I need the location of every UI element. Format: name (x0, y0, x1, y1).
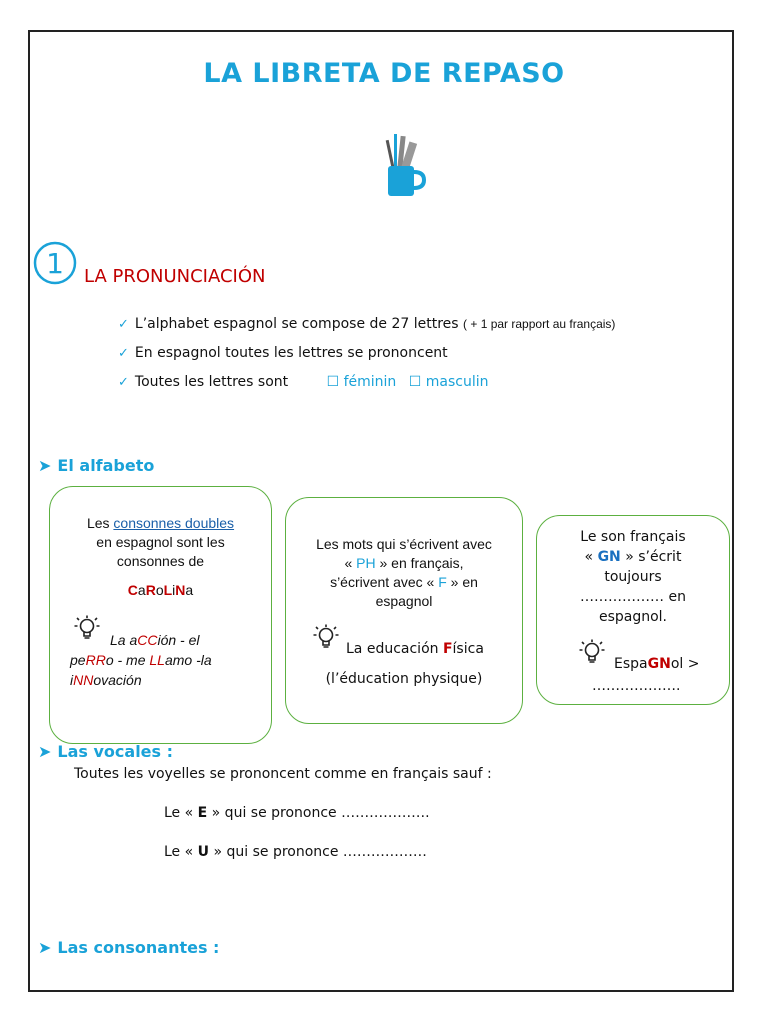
arrow-right-icon: ➤ (38, 456, 52, 475)
bullet-pronounce (118, 345, 448, 361)
option-masculin[interactable]: ☐ masculin (408, 374, 489, 390)
page-title: LA LIBRETA DE REPASO (203, 58, 565, 89)
vocales-intro: Toutes les voyelles se prononcent comme en français sauf : (74, 766, 492, 782)
heading-text: El alfabeto (57, 456, 155, 475)
blank-e[interactable]: » qui se prononce ………………. (207, 805, 430, 821)
heading-consonantes (38, 938, 219, 957)
arrow-right-icon: ➤ (38, 938, 52, 957)
blank-espagnol[interactable]: ………………. (592, 678, 681, 694)
pencil-cup-icon (380, 132, 430, 200)
heading-text: Las vocales : (57, 742, 174, 761)
bullet-note: ( + 1 par rapport au français) (463, 317, 616, 331)
lightbulb-icon (579, 638, 605, 666)
bullet-gender (118, 374, 488, 390)
carolina: CaRoLiNa (127, 582, 194, 598)
blank-gn[interactable]: ……………… en (580, 589, 686, 605)
lightbulb-icon (313, 623, 339, 651)
blank-u[interactable]: » qui se prononce ……………… (209, 844, 427, 860)
box3-text: Le son français « GN » s’écrit toujours ……………… en espagnol. (542, 527, 724, 627)
box3-example: EspaGNol > (614, 656, 700, 672)
link-consonnes-doubles[interactable]: consonnes doubles (113, 515, 235, 531)
checkmark-icon: ✓ (118, 346, 129, 361)
box1-text: Les consonnes doubles en espagnol sont les consonnes de (86, 515, 235, 569)
bullet-alphabet (118, 316, 615, 332)
bullet-text: En espagnol toutes les lettres se prononcent (134, 345, 448, 361)
section-number: 1 (46, 247, 64, 280)
box2-example: La educación Física (346, 641, 484, 657)
box1-example: La aCCión - el peRRo - me LLamo -la iNNovación (70, 632, 212, 688)
section-title: LA PRONUNCIACIÓN (84, 266, 266, 287)
vowel-u-line: Le « U » qui se prononce ……………… (164, 844, 427, 860)
checkmark-icon: ✓ (118, 375, 129, 390)
checkmark-icon: ✓ (118, 317, 129, 332)
heading-vocales (38, 742, 173, 761)
arrow-right-icon: ➤ (38, 742, 52, 761)
box2-translation: (l’éducation physique) (325, 671, 483, 687)
heading-alfabeto (38, 456, 154, 475)
option-feminin[interactable]: ☐ féminin (326, 374, 397, 390)
bullet-text: Toutes les lettres sont (134, 374, 289, 390)
vowel-e-line: Le « E » qui se prononce ………………. (164, 805, 430, 821)
bullet-text: L’alphabet espagnol se compose de 27 lettres (134, 316, 459, 332)
heading-text: Las consonantes : (57, 938, 220, 957)
box2-text: Les mots qui s’écrivent avec « PH » en français, s’écrivent avec « F » en espagnol (316, 536, 492, 609)
section-number-circle (33, 241, 77, 285)
